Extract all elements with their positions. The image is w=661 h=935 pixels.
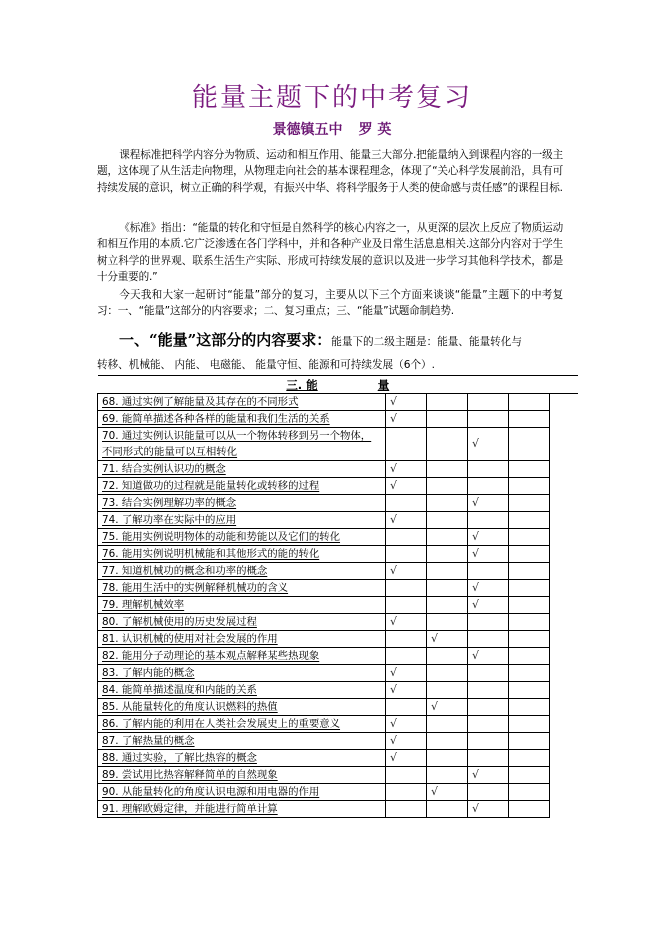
check-mark-icon: √ (472, 802, 480, 815)
level-cell-2 (427, 750, 468, 767)
table-spacer-cell (550, 716, 579, 733)
level-cell-2 (427, 682, 468, 699)
table-row (98, 733, 579, 750)
level-cell-3 (468, 750, 509, 767)
check-mark-icon: √ (390, 734, 398, 747)
requirement-text: 85. 从能量转化的角度认识燃料的热值 (98, 699, 386, 716)
level-cell-1 (386, 716, 427, 733)
check-mark-icon: √ (431, 700, 439, 713)
level-cell-1 (386, 648, 427, 665)
check-mark-icon: √ (390, 513, 398, 526)
level-cell-2 (427, 716, 468, 733)
requirement-text: 84. 能简单描述温度和内能的关系 (98, 682, 386, 699)
level-cell-3 (468, 580, 509, 597)
level-cell-3 (468, 546, 509, 563)
level-cell-2 (427, 665, 468, 682)
table-row (98, 801, 579, 818)
level-cell-3 (468, 767, 509, 784)
level-cell-4 (509, 665, 550, 682)
requirement-text: 73. 结合实例理解功率的概念 (98, 495, 386, 512)
requirement-text: 82. 能用分子动理论的基本观点解释某些热现象 (98, 648, 386, 665)
table-row (98, 428, 579, 461)
table-spacer-cell (550, 733, 579, 750)
level-cell-3 (468, 512, 509, 529)
requirement-text: 79. 理解机械效率 (98, 597, 386, 614)
table-row (98, 614, 579, 631)
level-cell-1 (386, 699, 427, 716)
table-row (98, 512, 579, 529)
level-cell-3 (468, 665, 509, 682)
requirement-text: 91. 理解欧姆定律，并能进行简单计算 (98, 801, 386, 818)
paragraph-overview: 今天我和大家一起研讨“能量”部分的复习，主要从以下三个方面来谈谈“能量”主题下的中考复习：一、“能量”这部分的内容要求；二、复习重点；三、“能量”试题命制趋势. (97, 289, 563, 318)
table-spacer-cell (550, 394, 579, 411)
table-row (98, 682, 579, 699)
level-cell-4 (509, 614, 550, 631)
table-spacer-cell (550, 614, 579, 631)
table-spacer-cell (550, 461, 579, 478)
requirement-text: 78. 能用生活中的实例解释机械功的含义 (98, 580, 386, 597)
level-cell-4 (509, 495, 550, 512)
level-cell-3 (468, 682, 509, 699)
table-spacer-cell (550, 784, 579, 801)
level-cell-2 (427, 411, 468, 428)
table-spacer-cell (550, 665, 579, 682)
requirement-text: 83. 了解内能的概念 (98, 665, 386, 682)
level-cell-4 (509, 767, 550, 784)
level-cell-1 (386, 495, 427, 512)
level-cell-2 (427, 631, 468, 648)
level-cell-4 (509, 631, 550, 648)
level-cell-4 (509, 563, 550, 580)
level-cell-4 (509, 716, 550, 733)
level-cell-2 (427, 801, 468, 818)
document-title: 能量主题下的中考复习 (191, 83, 472, 113)
table-row (98, 767, 579, 784)
table-spacer-cell (550, 580, 579, 597)
check-mark-icon: √ (431, 632, 439, 645)
table-spacer-cell (550, 750, 579, 767)
table-row (98, 563, 579, 580)
level-cell-4 (509, 428, 550, 461)
table-row (98, 495, 579, 512)
level-cell-1 (386, 580, 427, 597)
check-mark-icon: √ (390, 412, 398, 425)
level-cell-4 (509, 546, 550, 563)
table-row (98, 699, 579, 716)
requirement-text: 74. 了解功率在实际中的应用 (98, 512, 386, 529)
requirement-text: 87. 了解热量的概念 (98, 733, 386, 750)
level-cell-1 (386, 597, 427, 614)
level-cell-1 (386, 529, 427, 546)
check-mark-icon: √ (472, 649, 480, 662)
level-cell-1 (386, 394, 427, 411)
requirement-text: 77. 知道机械功的概念和功率的概念 (98, 563, 386, 580)
requirement-text: 68. 通过实例了解能量及其存在的不同形式 (98, 394, 386, 411)
level-cell-2 (427, 614, 468, 631)
table-row (98, 665, 579, 682)
level-cell-3 (468, 478, 509, 495)
level-cell-3 (468, 411, 509, 428)
level-cell-2 (427, 546, 468, 563)
check-mark-icon: √ (390, 717, 398, 730)
level-cell-2 (427, 733, 468, 750)
level-cell-2 (427, 428, 468, 461)
table-spacer-cell (550, 529, 579, 546)
level-cell-4 (509, 580, 550, 597)
level-cell-3 (468, 563, 509, 580)
requirement-text: 69. 能简单描述各种各样的能量和我们生活的关系 (98, 411, 386, 428)
requirements-table (97, 375, 578, 818)
level-cell-3 (468, 716, 509, 733)
requirement-text: 81. 认识机械的使用对社会发展的作用 (98, 631, 386, 648)
level-cell-3 (468, 784, 509, 801)
level-cell-1 (386, 665, 427, 682)
paragraph-standard-quote: 《标准》指出：“能量的转化和守恒是自然科学的核心内容之一，从更深的层次上反应了物质运动和相互作用的本质.它广泛渗透在各门学科中，并和各种产业及日常生活息息相关.这部分内容对于学生树立科学的世界观、联系生活生产实际、形成可持续发展的意识以及进一步学习其他科学技术，都是十分重要的.” (97, 222, 563, 284)
requirement-text: 88. 通过实验，了解比热容的概念 (98, 750, 386, 767)
level-cell-1 (386, 750, 427, 767)
level-cell-4 (509, 529, 550, 546)
check-mark-icon: √ (390, 683, 398, 696)
table-spacer-cell (550, 478, 579, 495)
level-cell-4 (509, 512, 550, 529)
requirement-text: 80. 了解机械使用的历史发展过程 (98, 614, 386, 631)
level-cell-4 (509, 801, 550, 818)
author-name: 罗 英 (358, 122, 392, 138)
table-row (98, 529, 579, 546)
level-cell-4 (509, 597, 550, 614)
level-cell-3 (468, 428, 509, 461)
check-mark-icon: √ (390, 666, 398, 679)
level-cell-1 (386, 546, 427, 563)
level-cell-2 (427, 597, 468, 614)
level-cell-1 (386, 631, 427, 648)
table-header-a: 三. 能 (286, 377, 318, 392)
level-cell-3 (468, 394, 509, 411)
author-line (97, 120, 567, 140)
level-cell-1 (386, 428, 427, 461)
level-cell-4 (509, 733, 550, 750)
table-spacer-cell (550, 699, 579, 716)
requirement-text: 86. 了解内能的利用在人类社会发展史上的重要意义 (98, 716, 386, 733)
table-row (98, 546, 579, 563)
level-cell-1 (386, 784, 427, 801)
table-row (98, 394, 579, 411)
table-row (98, 750, 579, 767)
table-row (98, 784, 579, 801)
check-mark-icon: √ (431, 785, 439, 798)
level-cell-3 (468, 648, 509, 665)
level-cell-2 (427, 529, 468, 546)
table-row (98, 716, 579, 733)
level-cell-2 (427, 394, 468, 411)
level-cell-2 (427, 580, 468, 597)
paragraph-intro: 课程标准把科学内容分为物质、运动和相互作用、能量三大部分.把能量纳入到课程内容的一级主题，这体现了从生活走向物理，从物理走向社会的基本课程理念，体现了“关心科学发展前沿，具有可持续发展的意识，树立正确的科学观，有振兴中华、将科学服务于人类的使命感与责任感”的课程目标. (97, 149, 563, 194)
requirement-text: 89. 尝试用比热容解释简单的自然现象 (98, 767, 386, 784)
table-spacer-cell (550, 428, 579, 461)
table-spacer-cell (550, 411, 579, 428)
table-row (98, 648, 579, 665)
table-header-b: 量 (377, 377, 390, 392)
check-mark-icon: √ (472, 530, 480, 543)
level-cell-4 (509, 750, 550, 767)
level-cell-2 (427, 461, 468, 478)
requirement-text: 75. 能用实例说明物体的动能和势能以及它们的转化 (98, 529, 386, 546)
level-cell-1 (386, 512, 427, 529)
level-cell-2 (427, 699, 468, 716)
requirement-text: 76. 能用实例说明机械能和其他形式的能的转化 (98, 546, 386, 563)
level-cell-3 (468, 631, 509, 648)
check-mark-icon: √ (390, 462, 398, 475)
level-cell-1 (386, 478, 427, 495)
level-cell-1 (386, 733, 427, 750)
check-mark-icon: √ (472, 581, 480, 594)
table-spacer-cell (550, 563, 579, 580)
section-intro-b: 转移、机械能、 内能、 电磁能、 能量守恒、能源和可持续发展（6个）. (97, 359, 436, 371)
table-header-cell (98, 376, 579, 394)
level-cell-3 (468, 801, 509, 818)
table-spacer-cell (550, 512, 579, 529)
level-cell-4 (509, 682, 550, 699)
check-mark-icon: √ (390, 395, 398, 408)
requirement-text: 71. 结合实例认识功的概念 (98, 461, 386, 478)
level-cell-3 (468, 529, 509, 546)
table-row (98, 411, 579, 428)
requirement-text: 72. 知道做功的过程就是能量转化或转移的过程 (98, 478, 386, 495)
check-mark-icon: √ (390, 751, 398, 764)
level-cell-4 (509, 461, 550, 478)
level-cell-1 (386, 801, 427, 818)
check-mark-icon: √ (390, 615, 398, 628)
table-row (98, 631, 579, 648)
level-cell-1 (386, 563, 427, 580)
check-mark-icon: √ (472, 496, 480, 509)
check-mark-icon: √ (390, 479, 398, 492)
level-cell-3 (468, 733, 509, 750)
level-cell-4 (509, 699, 550, 716)
check-mark-icon: √ (472, 768, 480, 781)
table-row (98, 597, 579, 614)
level-cell-1 (386, 411, 427, 428)
check-mark-icon: √ (390, 564, 398, 577)
table-row (98, 461, 579, 478)
level-cell-2 (427, 495, 468, 512)
table-spacer-cell (550, 495, 579, 512)
level-cell-4 (509, 478, 550, 495)
level-cell-2 (427, 512, 468, 529)
level-cell-3 (468, 614, 509, 631)
level-cell-3 (468, 461, 509, 478)
table-spacer-cell (550, 597, 579, 614)
level-cell-3 (468, 495, 509, 512)
level-cell-4 (509, 784, 550, 801)
section-heading: 一、“能量”这部分的内容要求： (119, 331, 332, 349)
check-mark-icon: √ (472, 547, 480, 560)
table-spacer-cell (550, 682, 579, 699)
requirement-text: 70. 通过实例认识能量可以从一个物体转移到另一个物体，不同形式的能量可以互相转化 (98, 428, 386, 461)
table-spacer-cell (550, 631, 579, 648)
table-spacer-cell (550, 767, 579, 784)
table-row (98, 580, 579, 597)
level-cell-1 (386, 614, 427, 631)
level-cell-1 (386, 767, 427, 784)
level-cell-4 (509, 411, 550, 428)
level-cell-2 (427, 648, 468, 665)
level-cell-4 (509, 394, 550, 411)
table-row (98, 478, 579, 495)
level-cell-2 (427, 767, 468, 784)
level-cell-2 (427, 563, 468, 580)
level-cell-3 (468, 699, 509, 716)
author-school: 景德镇五中 (272, 122, 343, 138)
table-spacer-cell (550, 546, 579, 563)
table-header-row (98, 376, 579, 394)
level-cell-1 (386, 461, 427, 478)
check-mark-icon: √ (472, 437, 480, 450)
table-spacer-cell (550, 801, 579, 818)
table-spacer-cell (550, 648, 579, 665)
check-mark-icon: √ (472, 598, 480, 611)
section-one (97, 328, 567, 376)
level-cell-4 (509, 648, 550, 665)
level-cell-3 (468, 597, 509, 614)
level-cell-2 (427, 478, 468, 495)
level-cell-1 (386, 682, 427, 699)
requirement-text: 90. 从能量转化的角度认识电源和用电器的作用 (98, 784, 386, 801)
section-intro-a: 能量下的二级主题是：能量、能量转化与 (331, 336, 522, 348)
level-cell-2 (427, 784, 468, 801)
